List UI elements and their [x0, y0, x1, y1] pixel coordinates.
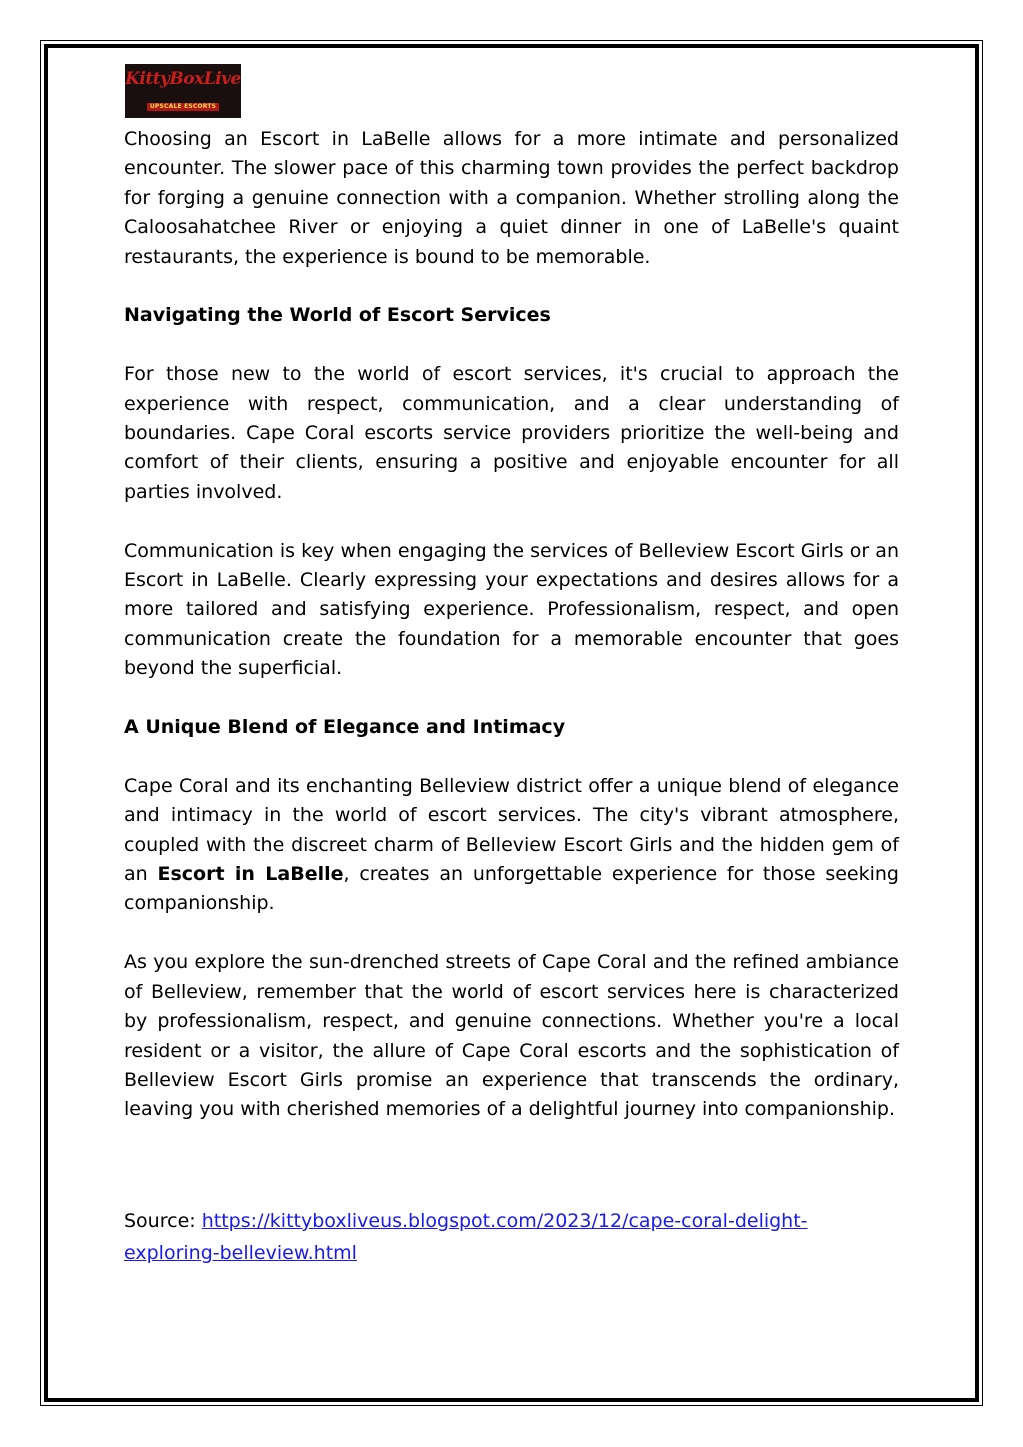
- paragraph-communication: Communication is key when engaging the services of Belleview Escort Girls or an Escort in LaBelle. Clearly expressing your expectations and desires allows for a more tailored and satisfying experience. Professionalism, respect, and open communication create the foundation for a memorable encounter that goes beyond the superficial.: [124, 539, 899, 680]
- paragraph-text-end: , creates an unforgettable experience for those seeking companionship.: [124, 863, 899, 915]
- paragraph-intro: Choosing an Escort in LaBelle allows for a more intimate and personalized encounter. The slower pace of this charming town provides the perfect backdrop for forging a genuine connection with a companion. Whether strolling along the Caloosahatchee River or enjoying a quiet dinner in one of LaBelle's quaint restaurants, the experience is bound to be memorable.: [124, 128, 899, 268]
- source-label: Source:: [124, 1210, 202, 1232]
- section-heading-navigating: Navigating the World of Escort Services: [124, 304, 551, 327]
- escort-in-labelle-bold: Escort in LaBelle: [157, 863, 344, 886]
- logo-tagline: UPSCALE ESCORTS: [147, 103, 219, 111]
- source-link[interactable]: https://kittyboxliveus.blogspot.com/2023/12/cape-coral-delight-exploring-belleview.html: [124, 1210, 808, 1264]
- source-line: [124, 1205, 884, 1269]
- brand-logo: [125, 64, 241, 118]
- paragraph-cape-coral-belleview: [124, 772, 899, 919]
- article-body: [124, 125, 899, 1154]
- paragraph-new-to-escort-services: For those new to the world of escort services, it's crucial to approach the experience with respect, communication, and a clear understanding of boundaries. Cape Coral escorts service providers prioritize the well-being and comfort of their clients, ensuring a positive and enjoyable encounter for all parties involved.: [124, 363, 899, 503]
- paragraph-text-start: Cape Coral and its enchanting Belleview district offer a unique blend of elegance and intimacy in the world of escort services. The city's vibrant atmosphere, coupled with the discreet charm of Belleview Escort Girls and the hidden gem of an: [124, 774, 899, 886]
- section-heading-unique-blend: A Unique Blend of Elegance and Intimacy: [124, 716, 566, 739]
- paragraph-closing: As you explore the sun-drenched streets of Cape Coral and the refined ambiance of Belleview, remember that the world of escort services here is characterized by professionalism, respect, and genuine connections. Whether you're a local resident or a visitor, the allure of Cape Coral escorts and the sophistication of Belleview Escort Girls promise an experience that transcends the ordinary, leaving you with cherished memories of a delightful journey into companionship.: [124, 951, 899, 1121]
- logo-wordmark: KittyBoxLive: [125, 69, 241, 89]
